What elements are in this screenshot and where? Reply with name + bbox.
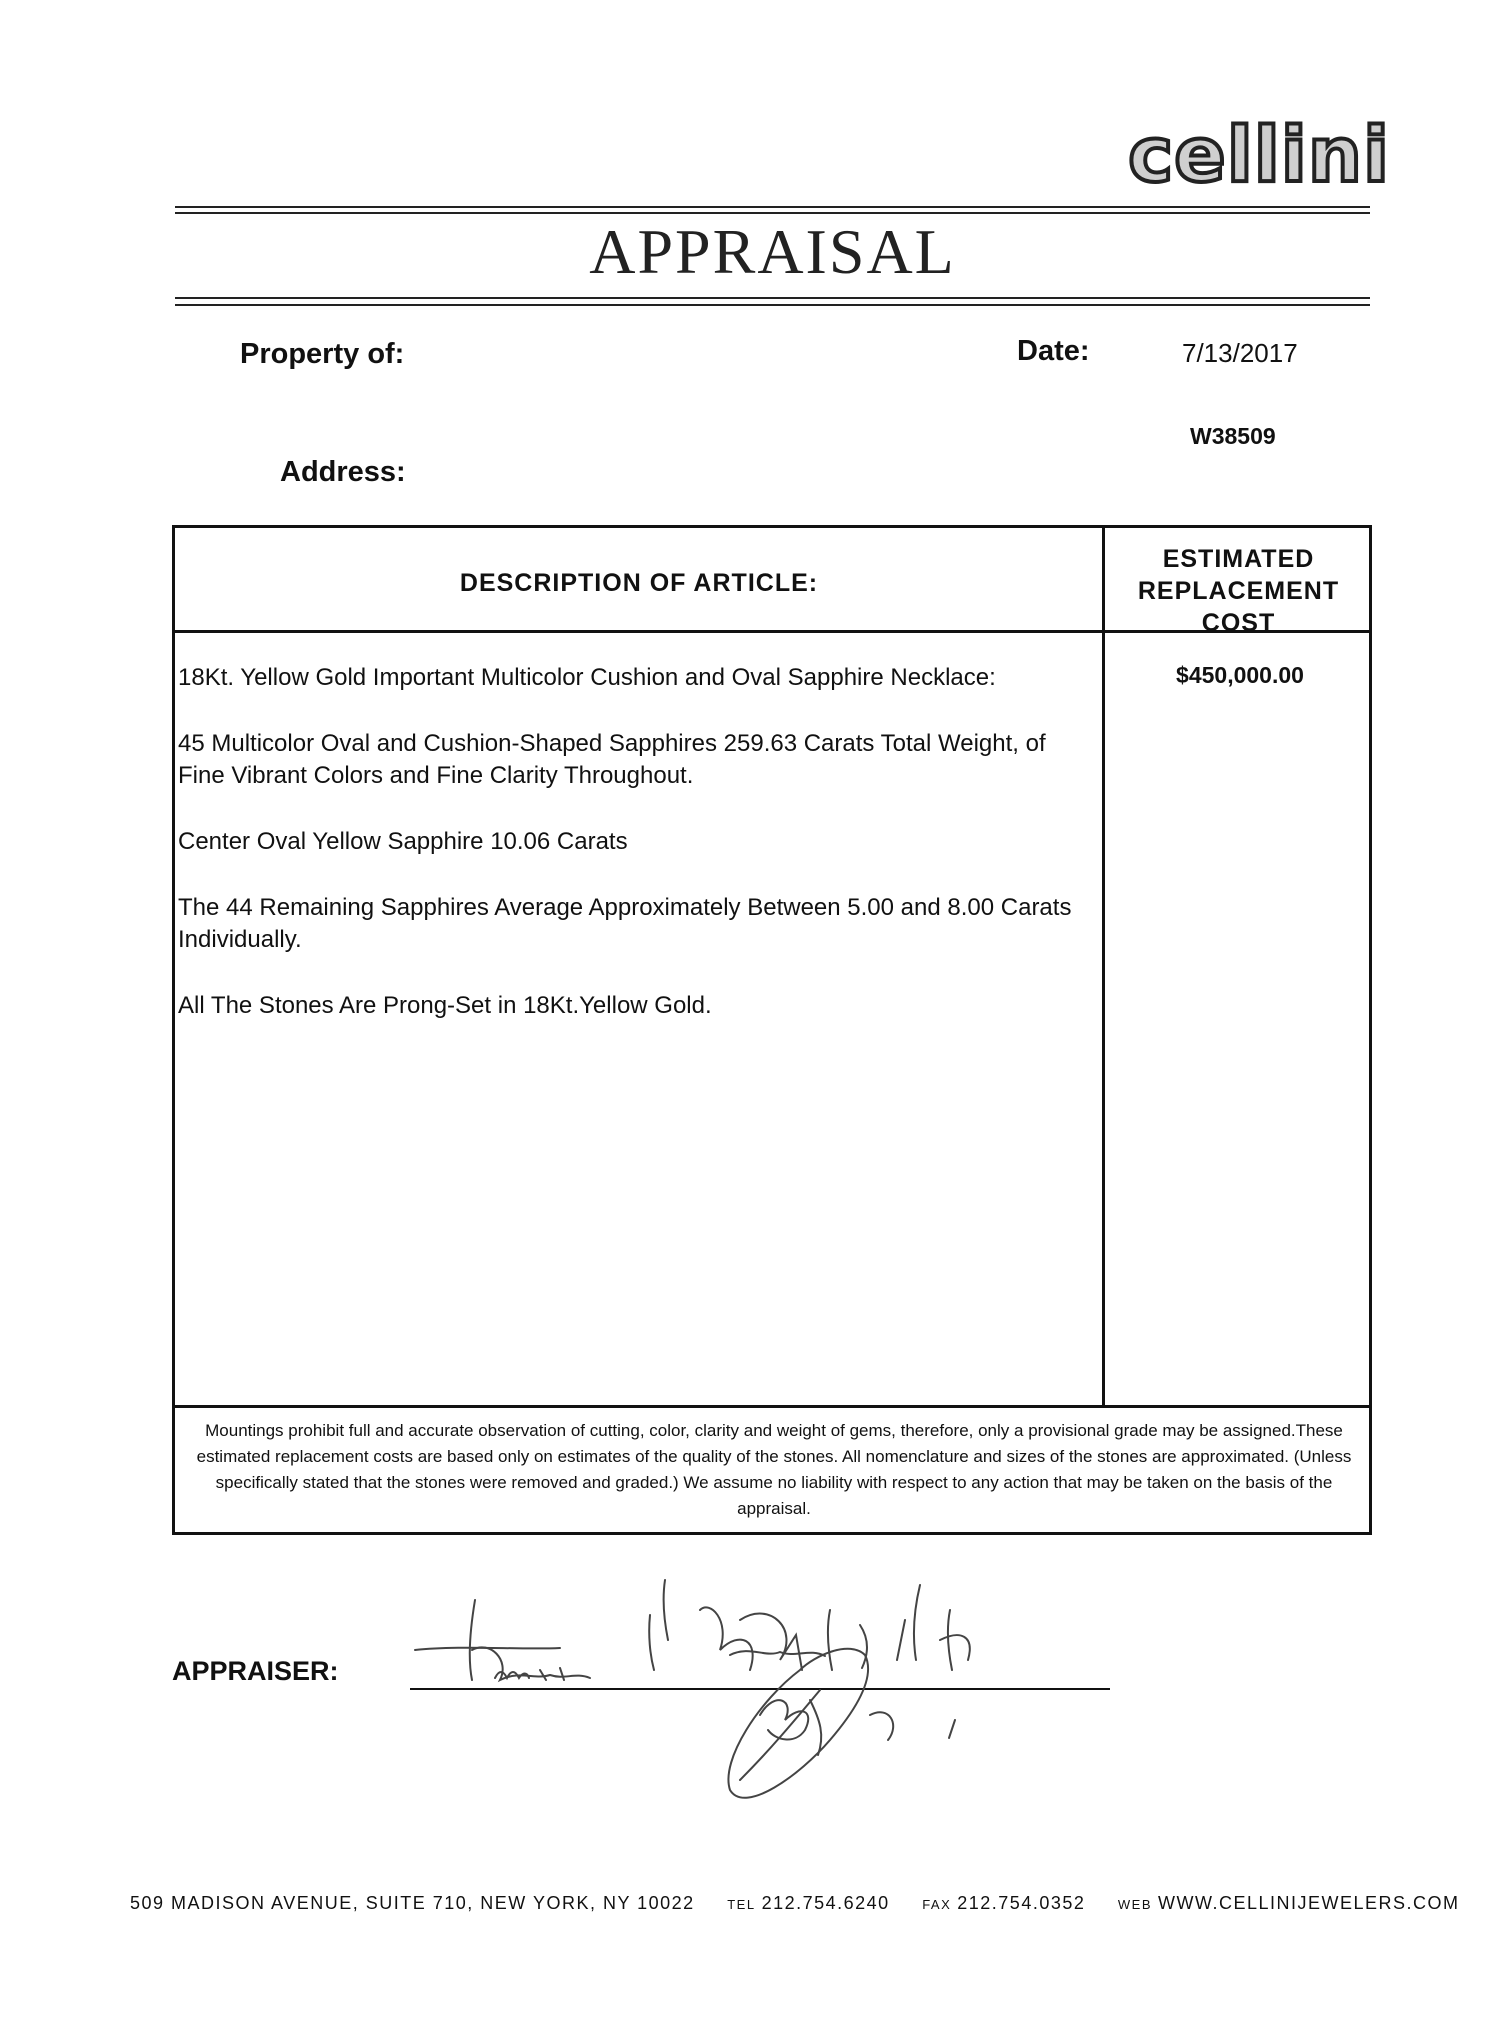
description-line: 18Kt. Yellow Gold Important Multicolor Cushion and Oval Sapphire Necklace: <box>178 664 996 691</box>
address-label: Address: <box>280 456 406 488</box>
footer-contact <box>130 1893 1460 1914</box>
description-line: All The Stones Are Prong-Set in 18Kt.Yellow Gold. <box>178 992 712 1019</box>
footer-fax-label: FAX <box>922 1897 952 1912</box>
reference-number: W38509 <box>1190 423 1276 449</box>
title-rule-bottom <box>175 297 1370 299</box>
table-footer-divider <box>172 1405 1372 1408</box>
disclaimer-text: Mountings prohibit full and accurate observation of cutting, color, clarity and weight of gems, therefore, only a provisional grade may be assigned.These estimated replacement costs are based only on estimates of the quality of the stones. All nomenclature and sizes of the stones are approximated. (Unless specifically stated that the stones were removed and graded.) We assume no liability with respect to any action that may be taken on the basis of the appraisal. <box>196 1421 1352 1518</box>
title-rule-top <box>175 206 1370 208</box>
signature-icon <box>400 1540 1140 1820</box>
footer-web: WWW.CELLINIJEWELERS.COM <box>1158 1893 1460 1913</box>
footer-fax: 212.754.0352 <box>957 1893 1086 1913</box>
appraiser-label: APPRAISER: <box>172 1656 339 1686</box>
article-description <box>178 662 1078 1056</box>
cost-header-line1: ESTIMATED <box>1162 545 1315 573</box>
date-value: 7/13/2017 <box>1182 338 1298 368</box>
footer-web-label: WEB <box>1117 1897 1153 1912</box>
table-column-divider <box>1102 525 1105 1405</box>
property-label: Property of: <box>240 338 405 370</box>
description-line: Center Oval Yellow Sapphire 10.06 Carats <box>178 828 628 855</box>
footer-address: 509 MADISON AVENUE, SUITE 710, NEW YORK, NY 10022 <box>130 1893 695 1913</box>
description-line: The 44 Remaining Sapphires Average Approximately Between 5.00 and 8.00 Carats Individually. <box>178 894 1072 953</box>
footer-tel-label: TEL <box>727 1897 756 1912</box>
cost-header-line2: REPLACEMENT COST <box>1137 577 1340 637</box>
title-rule-bottom-2 <box>175 304 1370 306</box>
document-title: APPRAISAL <box>589 216 956 287</box>
footer-tel: 212.754.6240 <box>761 1893 890 1913</box>
cost-column-header <box>1105 543 1372 639</box>
brand-logo: cellini <box>1128 110 1390 199</box>
description-line: 45 Multicolor Oval and Cushion-Shaped Sapphires 259.63 Carats Total Weight, of Fine Vibrant Colors and Fine Clarity Throughout. <box>178 730 1046 789</box>
date-label: Date: <box>1017 335 1090 367</box>
description-column-header: DESCRIPTION OF ARTICLE: <box>459 569 819 597</box>
replacement-cost: $450,000.00 <box>1176 662 1304 688</box>
